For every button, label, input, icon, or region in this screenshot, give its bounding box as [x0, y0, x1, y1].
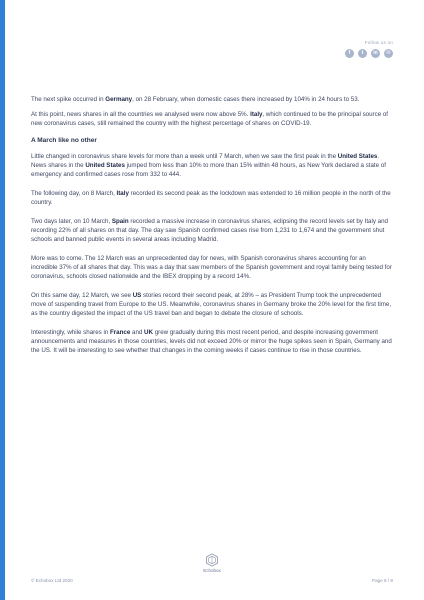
- paragraph-spain: Two days later, on 10 March, Spain recorded a massive increase in coronavirus shares, eclipsing the record levels set by Italy and recording 22% of all shares on that day. The day saw Spanish confirmed cases rise from 1,231 to 1,674 and the government shut schools and banned public events in several areas including Madrid.: [31, 218, 389, 243]
- copyright: © Echobox Ltd 2020: [31, 578, 73, 583]
- paragraph-italy-second-peak: The following day, on 8 March, Italy recorded its second peak as the lockdown was extended to 16 million people in the north of the country.: [31, 190, 391, 206]
- email-icon[interactable]: ✉: [384, 49, 393, 58]
- paragraph-italy: At this point, news shares in all the countries we analysed were now above 5%. Italy, which continued to be the principal source of new coronavirus cases, still remained the country with the highest percentage of shares on COVID-19.: [31, 111, 389, 127]
- paragraph-france-uk: Interestingly, while shares in France and UK grew gradually during this most recent period, and despite increasing government announcements and measures in those countries, levels did not exceed 20% or mirror the huge spikes seen in Spain, Germany and the US. It will be interesting to see whether that changes in the coming weeks if cases continue to rise in those countries.: [31, 329, 392, 354]
- paragraph-germany: The next spike occurred in Germany, on 28 February, when domestic cases there increased by 104% in 24 hours to 53.: [31, 96, 360, 103]
- social-links: [345, 49, 393, 58]
- logo-text: Echobox: [203, 568, 221, 573]
- follow-us: [345, 40, 393, 58]
- twitter-icon[interactable]: t: [358, 49, 367, 58]
- paragraph-us-second-peak: On this same day, 12 March, we see US stories record their second peak, at 28% – as President Trump took the unprecedented move of suspending travel from Europe to the US. Meanwhile, coronavirus shares in Germany broke the 20% level for the first time, as the country digested the impact of the US travel ban and began to debate the closure of schools.: [31, 292, 392, 317]
- echobox-logo-icon: [205, 553, 219, 567]
- paragraph-12-march: More was to come. The 12 March was an unprecedented day for news, with Spanish coronavirus shares accounting for an incredible 37% of all shares that day. This was a day that saw members of the Spanish government and royal family being tested for coronavirus, schools closed nationwide and the IBEX dropping by a record 14%.: [31, 255, 392, 280]
- facebook-icon[interactable]: f: [345, 49, 354, 58]
- echobox-logo: [197, 553, 227, 573]
- accent-bar: [0, 0, 5, 600]
- section-heading: A March like no other: [31, 137, 97, 144]
- paragraph-united-states: Little changed in coronavirus share levels for more than a week until 7 March, when we saw the first peak in the United States. News shares in the United States jumped from less than 10% to more than 15% within 48 hours, as New York declared a state of emergency and confirmed cases rose from 332 to 444.: [31, 153, 386, 178]
- article-body: [31, 95, 393, 355]
- linkedin-icon[interactable]: in: [371, 49, 380, 58]
- page-number: Page 6 / 9: [372, 578, 393, 583]
- follow-us-label: Follow us on: [364, 40, 393, 45]
